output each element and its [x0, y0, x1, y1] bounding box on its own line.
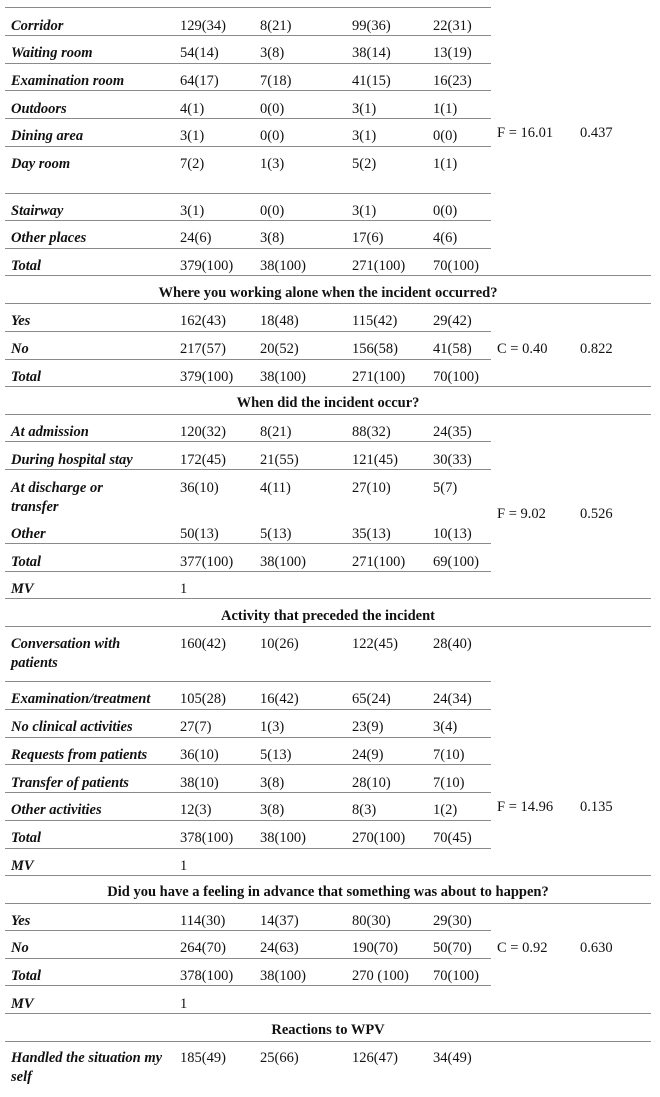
- row-label: Examination/treatment: [11, 691, 151, 707]
- row-label: Total: [11, 258, 42, 274]
- row-divider: [5, 764, 491, 765]
- cell-value: 379(100): [180, 369, 234, 385]
- cell-value: 3(4): [433, 719, 458, 735]
- cell-value: 160(42): [180, 636, 226, 652]
- row-label: Handled the situation my self: [11, 1050, 163, 1085]
- cell-value: 38(14): [352, 45, 391, 61]
- cell-value: 50(13): [180, 526, 219, 542]
- cell-value: 378(100): [180, 968, 234, 984]
- row-divider: [5, 441, 491, 442]
- cell-value: 16(23): [433, 73, 472, 89]
- cell-value: 120(32): [180, 424, 226, 440]
- cell-value: 3(1): [352, 101, 377, 117]
- row-label: Transfer of patients: [11, 775, 129, 791]
- cell-value: 114(30): [180, 913, 226, 929]
- cell-value: 29(30): [433, 913, 472, 929]
- cell-value: 115(42): [352, 313, 398, 329]
- cell-value: 80(30): [352, 913, 391, 929]
- row-label: Conversation with patients: [11, 636, 121, 671]
- cell-value: 70(100): [433, 258, 479, 274]
- p-value: 0.630: [580, 940, 613, 956]
- cell-value: 122(45): [352, 636, 398, 652]
- cell-value: 65(24): [352, 691, 391, 707]
- section-title: Reactions to WPV: [271, 1022, 385, 1038]
- row-divider: [5, 930, 491, 931]
- cell-value: 23(9): [352, 719, 384, 735]
- row-label: No: [11, 940, 29, 956]
- cell-value: 38(10): [180, 775, 219, 791]
- row-label: Total: [11, 369, 42, 385]
- row-divider: [5, 737, 491, 738]
- cell-value: 185(49): [180, 1050, 226, 1066]
- cell-value: 126(47): [352, 1050, 398, 1066]
- row-divider: [5, 848, 491, 849]
- row-divider: [5, 469, 491, 470]
- cell-value: 70(100): [433, 369, 479, 385]
- cell-value: 5(7): [433, 480, 458, 496]
- row-divider: [5, 220, 491, 221]
- cell-value: 24(9): [352, 747, 384, 763]
- row-divider: [5, 571, 491, 572]
- row-label: No: [11, 341, 29, 357]
- cell-value: 7(18): [260, 73, 292, 89]
- cell-value: 379(100): [180, 258, 234, 274]
- row-label: Examination room: [11, 73, 125, 89]
- cell-value: 270(100): [352, 830, 406, 846]
- cell-value: 217(57): [180, 341, 226, 357]
- cell-value: 21(55): [260, 452, 299, 468]
- cell-value: 8(3): [352, 802, 377, 818]
- row-label: No clinical activities: [11, 719, 133, 735]
- cell-value: 8(21): [260, 424, 292, 440]
- cell-value: 3(8): [260, 802, 285, 818]
- row-divider: [5, 359, 491, 360]
- cell-value: 3(8): [260, 775, 285, 791]
- cell-value: 172(45): [180, 452, 226, 468]
- p-value: 0.437: [580, 125, 613, 141]
- cell-value: 64(17): [180, 73, 219, 89]
- test-statistic: C = 0.92: [497, 940, 548, 956]
- p-value: 0.526: [580, 506, 613, 522]
- cell-value: 70(100): [433, 968, 479, 984]
- row-label: MV: [11, 996, 34, 1012]
- cell-value: 30(33): [433, 452, 472, 468]
- p-value: 0.135: [580, 799, 613, 815]
- section-title: Did you have a feeling in advance that something was about to happen?: [107, 884, 549, 900]
- cell-value: 1(1): [433, 101, 458, 117]
- cell-value: 377(100): [180, 554, 234, 570]
- cell-value: 129(34): [180, 18, 226, 34]
- cell-value: 27(7): [180, 719, 212, 735]
- section-divider: [5, 626, 651, 627]
- cell-value: 4(1): [180, 101, 205, 117]
- cell-value: 28(40): [433, 636, 472, 652]
- cell-value: 378(100): [180, 830, 234, 846]
- cell-value: 24(63): [260, 940, 299, 956]
- row-divider: [5, 63, 491, 64]
- cell-value: 271(100): [352, 258, 406, 274]
- row-divider: [5, 958, 491, 959]
- row-divider: [5, 820, 491, 821]
- cell-value: 0(0): [433, 128, 458, 144]
- section-divider: [5, 1013, 651, 1014]
- row-divider: [5, 248, 491, 249]
- row-label: Total: [11, 968, 42, 984]
- cell-value: 1: [180, 581, 188, 597]
- cell-value: 18(48): [260, 313, 299, 329]
- cell-value: 7(2): [180, 156, 205, 172]
- section-divider: [5, 303, 651, 304]
- cell-value: 28(10): [352, 775, 391, 791]
- cell-value: 14(37): [260, 913, 299, 929]
- cell-value: 190(70): [352, 940, 398, 956]
- row-divider: [5, 331, 491, 332]
- cell-value: 7(10): [433, 775, 465, 791]
- cell-value: 271(100): [352, 554, 406, 570]
- row-label: Yes: [11, 913, 31, 929]
- row-label: MV: [11, 858, 34, 874]
- cell-value: 38(100): [260, 830, 306, 846]
- row-label: Total: [11, 830, 42, 846]
- cell-value: 17(6): [352, 230, 384, 246]
- cell-value: 24(35): [433, 424, 472, 440]
- row-label: Outdoors: [11, 101, 67, 117]
- cell-value: 10(26): [260, 636, 299, 652]
- cell-value: 36(10): [180, 747, 219, 763]
- cell-value: 1(1): [433, 156, 458, 172]
- section-divider: [5, 275, 651, 276]
- cell-value: 88(32): [352, 424, 391, 440]
- row-label: Dining area: [11, 128, 84, 144]
- cell-value: 50(70): [433, 940, 472, 956]
- cell-value: 38(100): [260, 258, 306, 274]
- cell-value: 5(2): [352, 156, 377, 172]
- row-label: MV: [11, 581, 34, 597]
- cell-value: 1: [180, 858, 188, 874]
- row-label: During hospital stay: [11, 452, 133, 468]
- row-divider: [5, 193, 491, 194]
- cell-value: 3(1): [180, 128, 205, 144]
- row-label: Other activities: [11, 802, 102, 818]
- cell-value: 16(42): [260, 691, 299, 707]
- row-divider: [5, 35, 491, 36]
- cell-value: 54(14): [180, 45, 219, 61]
- cell-value: 41(15): [352, 73, 391, 89]
- cell-value: 10(13): [433, 526, 472, 542]
- row-divider: [5, 90, 491, 91]
- row-divider: [5, 543, 491, 544]
- cell-value: 156(58): [352, 341, 398, 357]
- row-label: Total: [11, 554, 42, 570]
- cell-value: 7(10): [433, 747, 465, 763]
- row-label: Other: [11, 526, 46, 542]
- row-label: Waiting room: [11, 45, 93, 61]
- cell-value: 34(49): [433, 1050, 472, 1066]
- section-title: When did the incident occur?: [236, 395, 420, 411]
- cell-value: 105(28): [180, 691, 226, 707]
- cell-value: 99(36): [352, 18, 391, 34]
- cell-value: 3(1): [180, 203, 205, 219]
- cell-value: 27(10): [352, 480, 391, 496]
- row-divider: [5, 792, 491, 793]
- cell-value: 1(3): [260, 719, 285, 735]
- cell-value: 1(2): [433, 802, 458, 818]
- cell-value: 24(6): [180, 230, 212, 246]
- section-divider: [5, 1041, 651, 1042]
- cell-value: 38(100): [260, 369, 306, 385]
- cell-value: 25(66): [260, 1050, 299, 1066]
- test-statistic: C = 0.40: [497, 341, 548, 357]
- test-statistic: F = 14.96: [497, 799, 554, 815]
- cell-value: 1(3): [260, 156, 285, 172]
- row-label: Corridor: [11, 18, 64, 34]
- cell-value: 0(0): [433, 203, 458, 219]
- cell-value: 41(58): [433, 341, 472, 357]
- cell-value: 24(34): [433, 691, 472, 707]
- row-divider: [5, 709, 491, 710]
- cell-value: 271(100): [352, 369, 406, 385]
- row-label: Stairway: [11, 203, 64, 219]
- row-label: Yes: [11, 313, 31, 329]
- section-title: Activity that preceded the incident: [221, 608, 435, 624]
- cell-value: 264(70): [180, 940, 226, 956]
- section-divider: [5, 875, 651, 876]
- cell-value: 3(8): [260, 230, 285, 246]
- cell-value: 5(13): [260, 526, 292, 542]
- row-divider: [5, 146, 491, 147]
- row-label: Day room: [11, 156, 71, 172]
- cell-value: 4(6): [433, 230, 458, 246]
- cell-value: 3(1): [352, 128, 377, 144]
- row-divider: [5, 681, 491, 682]
- cell-value: 0(0): [260, 101, 285, 117]
- cell-value: 0(0): [260, 128, 285, 144]
- row-label: Requests from patients: [11, 747, 148, 763]
- cell-value: 20(52): [260, 341, 299, 357]
- cell-value: 38(100): [260, 968, 306, 984]
- test-statistic: F = 9.02: [497, 506, 546, 522]
- cell-value: 270 (100): [352, 968, 409, 984]
- cell-value: 1: [180, 996, 188, 1012]
- row-divider: [5, 7, 491, 8]
- section-divider: [5, 414, 651, 415]
- cell-value: 8(21): [260, 18, 292, 34]
- cell-value: 3(1): [352, 203, 377, 219]
- p-value: 0.822: [580, 341, 613, 357]
- cell-value: 4(11): [260, 480, 291, 496]
- cell-value: 121(45): [352, 452, 398, 468]
- cell-value: 22(31): [433, 18, 472, 34]
- cell-value: 36(10): [180, 480, 219, 496]
- cell-value: 3(8): [260, 45, 285, 61]
- section-divider: [5, 598, 651, 599]
- row-label: Other places: [11, 230, 87, 246]
- cell-value: 69(100): [433, 554, 479, 570]
- section-divider: [5, 386, 651, 387]
- cell-value: 13(19): [433, 45, 472, 61]
- row-label: At admission: [11, 424, 89, 440]
- row-divider: [5, 118, 491, 119]
- cell-value: 5(13): [260, 747, 292, 763]
- section-divider: [5, 903, 651, 904]
- section-title: Where you working alone when the incident occurred?: [158, 285, 498, 301]
- cell-value: 29(42): [433, 313, 472, 329]
- cell-value: 70(45): [433, 830, 472, 846]
- cell-value: 162(43): [180, 313, 226, 329]
- cell-value: 35(13): [352, 526, 391, 542]
- row-label: At discharge or transfer: [11, 480, 103, 515]
- cell-value: 0(0): [260, 203, 285, 219]
- test-statistic: F = 16.01: [497, 125, 554, 141]
- row-divider: [5, 985, 491, 986]
- cell-value: 12(3): [180, 802, 212, 818]
- cell-value: 38(100): [260, 554, 306, 570]
